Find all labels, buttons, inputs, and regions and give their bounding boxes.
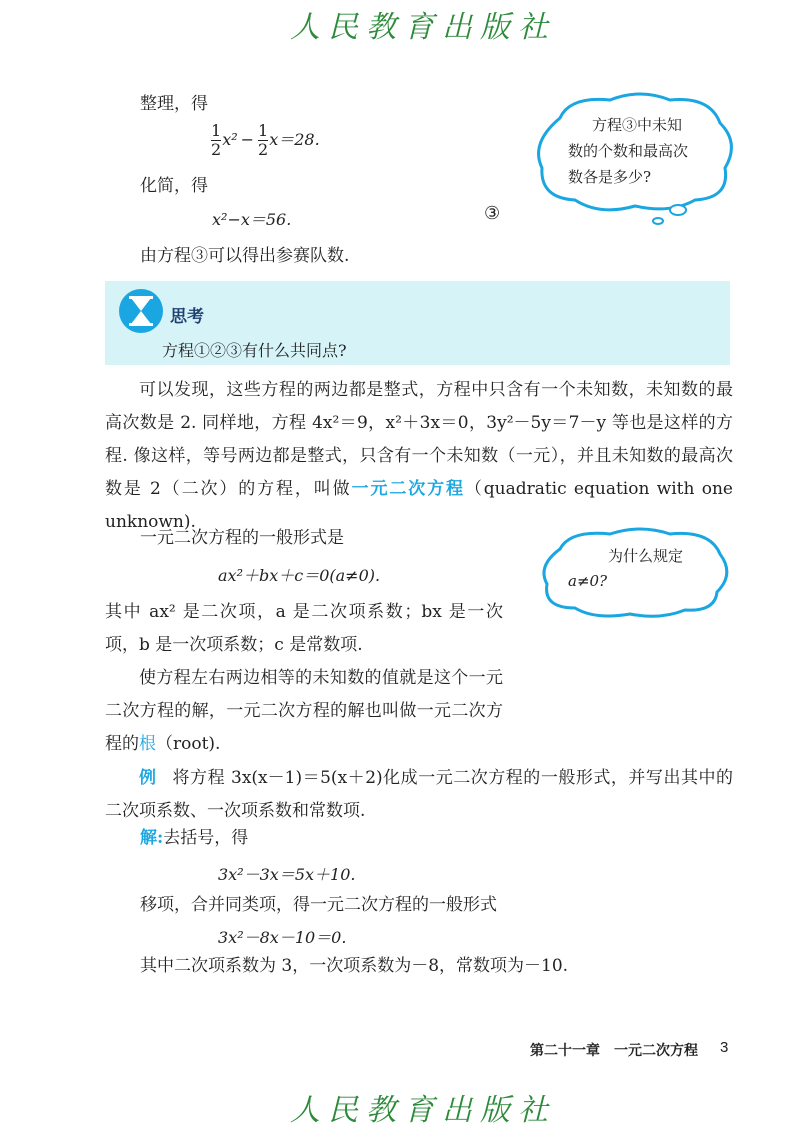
root-paragraph: 使方程左右两边相等的未知数的值就是这个一元二次方程的解，一元二次方程的解也叫做一元二次方程的根（root). <box>105 668 503 754</box>
step-3: 由方程③可以得出参赛队数. <box>140 246 350 266</box>
term-root: 根 <box>139 734 156 754</box>
fraction-1: $\frac{1}{2}$ <box>211 121 222 159</box>
publisher-logo-top: 人民教育出版社 <box>290 10 556 45</box>
step-label-1: 整理，得 <box>140 94 208 114</box>
thought-cloud-2 <box>535 524 735 624</box>
general-form-equation: ax²＋bx＋c＝0(a≠0). <box>218 566 381 585</box>
general-form-label: 一元二次方程的一般形式是 <box>140 528 344 548</box>
think-title: 思考 <box>170 307 204 327</box>
think-question: 方程①②③有什么共同点? <box>162 341 347 360</box>
equation-3-marker: ③ <box>484 203 501 224</box>
solution-equation-2: 3x²－8x－10＝0. <box>218 928 347 947</box>
solution-step-3: 其中二次项系数为 3，一次项系数为－8，常数项为－10. <box>140 956 569 976</box>
solution-label: 解: <box>140 828 164 848</box>
hourglass-icon <box>118 288 164 334</box>
equation-3: x²−x＝56. <box>212 210 292 229</box>
cloud-1-line-2: 数的个数和最高次 <box>568 142 689 160</box>
equation-1: $\frac{1}{2}$ x² − $\frac{1}{2}$ x＝28. <box>211 121 320 159</box>
fraction-2: $\frac{1}{2}$ <box>258 121 269 159</box>
definition-paragraph: 可以发现，这些方程的两边都是整式，方程中只含有一个未知数，未知数的最高次数是 2. 同样地，方程 4x²＝9，x²＋3x＝0，3y²－5y＝7－y 等也是这样的方程. 像这样，等号两边都是整式，只含有一个未知数（一元），并且未知数的最高次数是 2（二次）的方程，叫做一元二次方程（quadratic equation with one unknown). <box>105 380 733 532</box>
cloud-1-line-3: 数各是多少? <box>568 168 652 186</box>
chapter-footer: 第二十一章 一元二次方程 <box>530 1043 698 1059</box>
cloud-2-line-1: 为什么规定 <box>608 547 684 565</box>
publisher-logo-bottom: 人民教育出版社 <box>290 1093 556 1128</box>
example-statement: 例 将方程 3x(x－1)＝5(x＋2)化成一元二次方程的一般形式，并写出其中的二次项系数、一次项系数和常数项. <box>105 768 734 821</box>
term-quadratic-equation: 一元二次方程 <box>351 479 465 499</box>
solution-step-1: 解:去括号，得 <box>140 828 249 848</box>
page-number: 3 <box>720 1039 729 1056</box>
cloud-1-line-1: 方程③中未知 <box>592 116 683 134</box>
example-label: 例 <box>139 768 157 788</box>
step-label-2: 化简，得 <box>140 176 208 196</box>
cloud-2-line-2: a≠0? <box>568 572 608 590</box>
solution-equation-1: 3x²－3x＝5x＋10. <box>218 865 356 884</box>
solution-step-2: 移项，合并同类项，得一元二次方程的一般形式 <box>140 895 497 915</box>
terms-paragraph: 其中 ax² 是二次项，a 是二次项系数；bx 是一次项，b 是一次项系数；c 是常数项. <box>105 602 503 655</box>
